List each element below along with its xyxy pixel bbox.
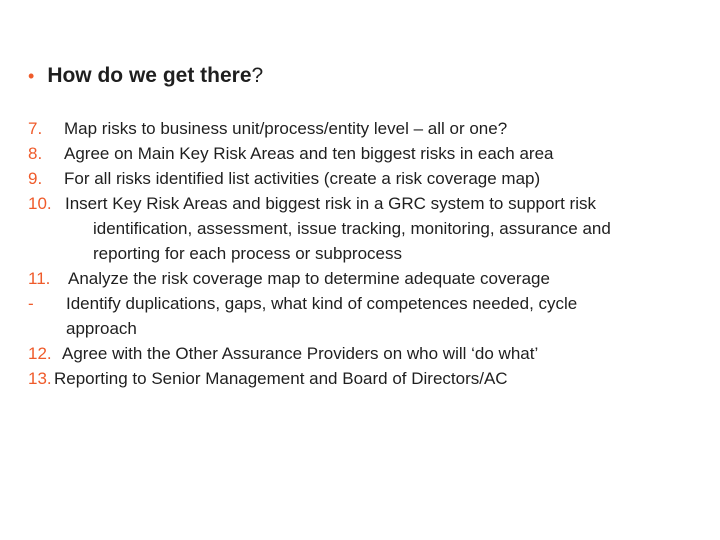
step-number: 13. (28, 369, 52, 388)
list-item (28, 366, 698, 391)
step-text: For all risks identified list activities (create a risk coverage map) (64, 169, 541, 188)
step-text: Agree on Main Key Risk Areas and ten biggest risks in each area (64, 144, 554, 163)
step-number: 7. (28, 119, 43, 138)
list-item (28, 166, 698, 191)
title-bullet: • (28, 66, 35, 86)
list-item (28, 116, 698, 141)
step-text: Map risks to business unit/process/entity level – all or one? (64, 119, 508, 138)
slide-title (28, 64, 263, 94)
title-question-mark: ? (251, 64, 264, 87)
title-text: How do we get there (47, 64, 252, 87)
step-number: 11. (28, 269, 51, 288)
step-text (65, 191, 675, 266)
step-text: Analyze the risk coverage map to determine adequate coverage (68, 269, 550, 288)
step-text-line: Identify duplications, gaps, what kind of competences needed, cycle (66, 294, 578, 313)
step-text: Agree with the Other Assurance Providers on who will ‘do what’ (62, 344, 539, 363)
step-text-line: approach (66, 319, 137, 338)
list-item (28, 341, 698, 366)
list-item (28, 266, 698, 291)
step-number: 10. (28, 194, 52, 213)
step-text-line: Insert Key Risk Areas and biggest risk in a GRC system to support risk (65, 194, 596, 213)
step-text-line: reporting for each process or subprocess (93, 244, 402, 263)
step-number: 9. (28, 169, 43, 188)
step-text-line: identification, assessment, issue tracking, monitoring, assurance and (93, 219, 611, 238)
step-text: Reporting to Senior Management and Board of Directors/AC (54, 369, 508, 388)
step-number: 8. (28, 144, 43, 163)
list-item (28, 191, 698, 266)
list-item (28, 141, 698, 166)
steps-list (28, 116, 698, 391)
step-text (66, 291, 577, 341)
step-number: 12. (28, 344, 52, 363)
list-item (28, 291, 698, 341)
dash-marker: - (28, 294, 34, 313)
